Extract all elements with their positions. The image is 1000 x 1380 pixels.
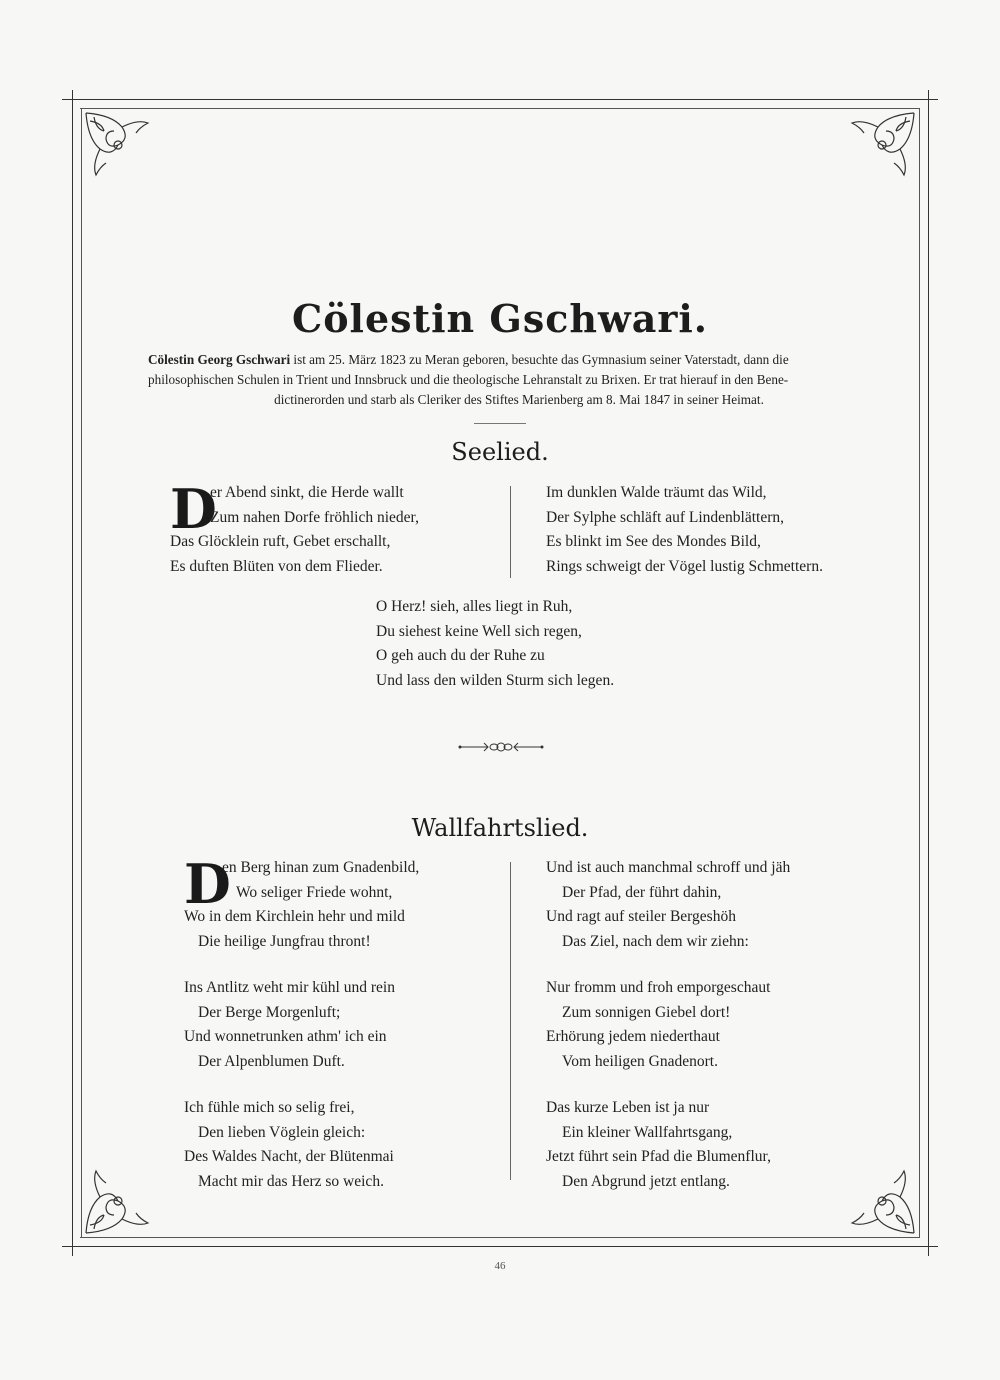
verse-line: Wo seliger Friede wohnt,: [236, 883, 393, 901]
poem1-center-stanza: [376, 595, 614, 693]
frame-right-inner: [919, 108, 920, 1238]
author-biography: [148, 350, 890, 410]
frame-top-outer: [62, 99, 938, 100]
verse-line: Und ragt auf steiler Bergeshöh: [546, 908, 736, 925]
verse-line: Und ist auch manchmal schroff und jäh: [546, 859, 791, 876]
page-title: Cölestin Gschwari.: [291, 296, 709, 341]
bio-line-1: [148, 350, 890, 370]
verse-line: Das kurze Leben ist ja nur: [546, 1099, 710, 1116]
verse-line: Jetzt führt sein Pfad die Blumenflur,: [546, 1148, 771, 1165]
stanza: [546, 856, 790, 954]
verse-line: Zum sonnigen Giebel dort!: [562, 1003, 731, 1021]
verse-line: O geh auch du der Ruhe zu: [376, 647, 545, 664]
poem2-left-column: [184, 856, 420, 1194]
corner-ornament-bottom-right: [838, 1157, 918, 1237]
verse-line: Ich fühle mich so selig frei,: [184, 1099, 355, 1116]
stanza-gap: [546, 954, 790, 976]
verse-line: Und wonnetrunken athm' ich ein: [184, 1028, 387, 1045]
poem1-column-divider: [510, 486, 511, 578]
verse-line: Und lass den wilden Sturm sich legen.: [376, 671, 615, 689]
poem1-dropcap: D: [170, 477, 217, 541]
verse-line: Den lieben Vöglein gleich:: [198, 1123, 366, 1141]
verse-line: Des Waldes Nacht, der Blütenmai: [184, 1148, 394, 1165]
verse-line: Der Sylphe schläft auf Lindenblättern,: [546, 508, 785, 526]
verse-line: Der Pfad, der führt dahin,: [562, 883, 722, 901]
bio-line-3: dictinerorden und starb als Cleriker des Stiftes Marienberg am 8. Mai 1847 in seiner Heimat.: [274, 392, 764, 407]
frame-right-outer: [928, 90, 929, 1256]
bio-line-2: philosophischen Schulen in Trient und Innsbruck und die theologische Lehranstalt zu Brixen. Er trat hierauf in den Bene-: [148, 372, 789, 387]
verse-line: Erhörung jedem niederthaut: [546, 1028, 720, 1045]
separator-rule: [474, 423, 526, 424]
verse-line: Nur fromm und froh emporgeschaut: [546, 979, 771, 996]
corner-ornament-top-right: [838, 109, 918, 189]
frame-left-inner: [81, 108, 82, 1238]
verse-line: O Herz! sieh, alles liegt in Ruh,: [376, 598, 573, 615]
stanza: [184, 976, 419, 1074]
verse-line: Du siehest keine Well sich regen,: [376, 622, 582, 640]
stanza: [184, 856, 420, 954]
frame-bottom-inner: [80, 1237, 920, 1238]
bio-author-name: Cölestin Georg Gschwari: [148, 352, 291, 367]
stanza-gap: [222, 954, 419, 976]
verse-line: Im dunklen Walde träumt das Wild,: [546, 484, 767, 501]
poem2-right-column: [546, 856, 790, 1194]
stanza: [546, 976, 790, 1074]
verse-line: Es duften Blüten von dem Flieder.: [170, 557, 383, 575]
verse-line: Den Abgrund jetzt entlang.: [562, 1172, 730, 1190]
frame-bottom-outer: [62, 1246, 938, 1247]
verse-line: Wo in dem Kirchlein hehr und mild: [184, 908, 405, 925]
verse-line: Ein kleiner Wallfahrtsgang,: [562, 1123, 733, 1141]
poem1-left-column: [170, 481, 419, 579]
verse-line: Der Alpenblumen Duft.: [198, 1052, 345, 1070]
verse-line: Ins Antlitz weht mir kühl und rein: [184, 979, 395, 996]
verse-line: Das Glöcklein ruft, Gebet erschallt,: [170, 533, 391, 550]
verse-line: Die heilige Jungfrau thront!: [198, 932, 371, 950]
corner-ornament-top-left: [82, 109, 162, 189]
poem-title-seelied: Seelied.: [451, 438, 549, 466]
verse-line: Macht mir das Herz so weich.: [198, 1172, 384, 1190]
stanza-gap: [222, 1074, 419, 1096]
ornament-divider: [458, 738, 544, 756]
bio-line-1-rest: ist am 25. März 1823 zu Meran geboren, besuchte das Gymnasium seiner Vaterstadt, dann die: [290, 352, 789, 367]
verse-line: Zum nahen Dorfe fröhlich nieder,: [210, 508, 419, 526]
frame-left-outer: [72, 90, 73, 1256]
poem2-column-divider: [510, 862, 511, 1180]
verse-line: en Berg hinan zum Gnadenbild,: [222, 859, 420, 876]
poem1-right-column: [546, 481, 823, 579]
verse-line: Der Berge Morgenluft;: [198, 1003, 341, 1021]
stanza: [546, 1096, 790, 1194]
verse-line: Vom heiligen Gnadenort.: [562, 1052, 718, 1070]
verse-line: er Abend sinkt, die Herde wallt: [210, 484, 404, 501]
corner-ornament-bottom-left: [82, 1157, 162, 1237]
verse-line: Es blinkt im See des Mondes Bild,: [546, 533, 761, 550]
frame-top-inner: [80, 108, 920, 109]
poem-title-wallfahrtslied: Wallfahrtslied.: [411, 814, 589, 842]
poem2-dropcap: D: [184, 852, 231, 916]
stanza: [184, 1096, 419, 1194]
verse-line: Rings schweigt der Vögel lustig Schmettern.: [546, 557, 823, 575]
verse-line: Das Ziel, nach dem wir ziehn:: [562, 932, 749, 950]
page-number: 46: [494, 1260, 506, 1272]
stanza-gap: [546, 1074, 790, 1096]
